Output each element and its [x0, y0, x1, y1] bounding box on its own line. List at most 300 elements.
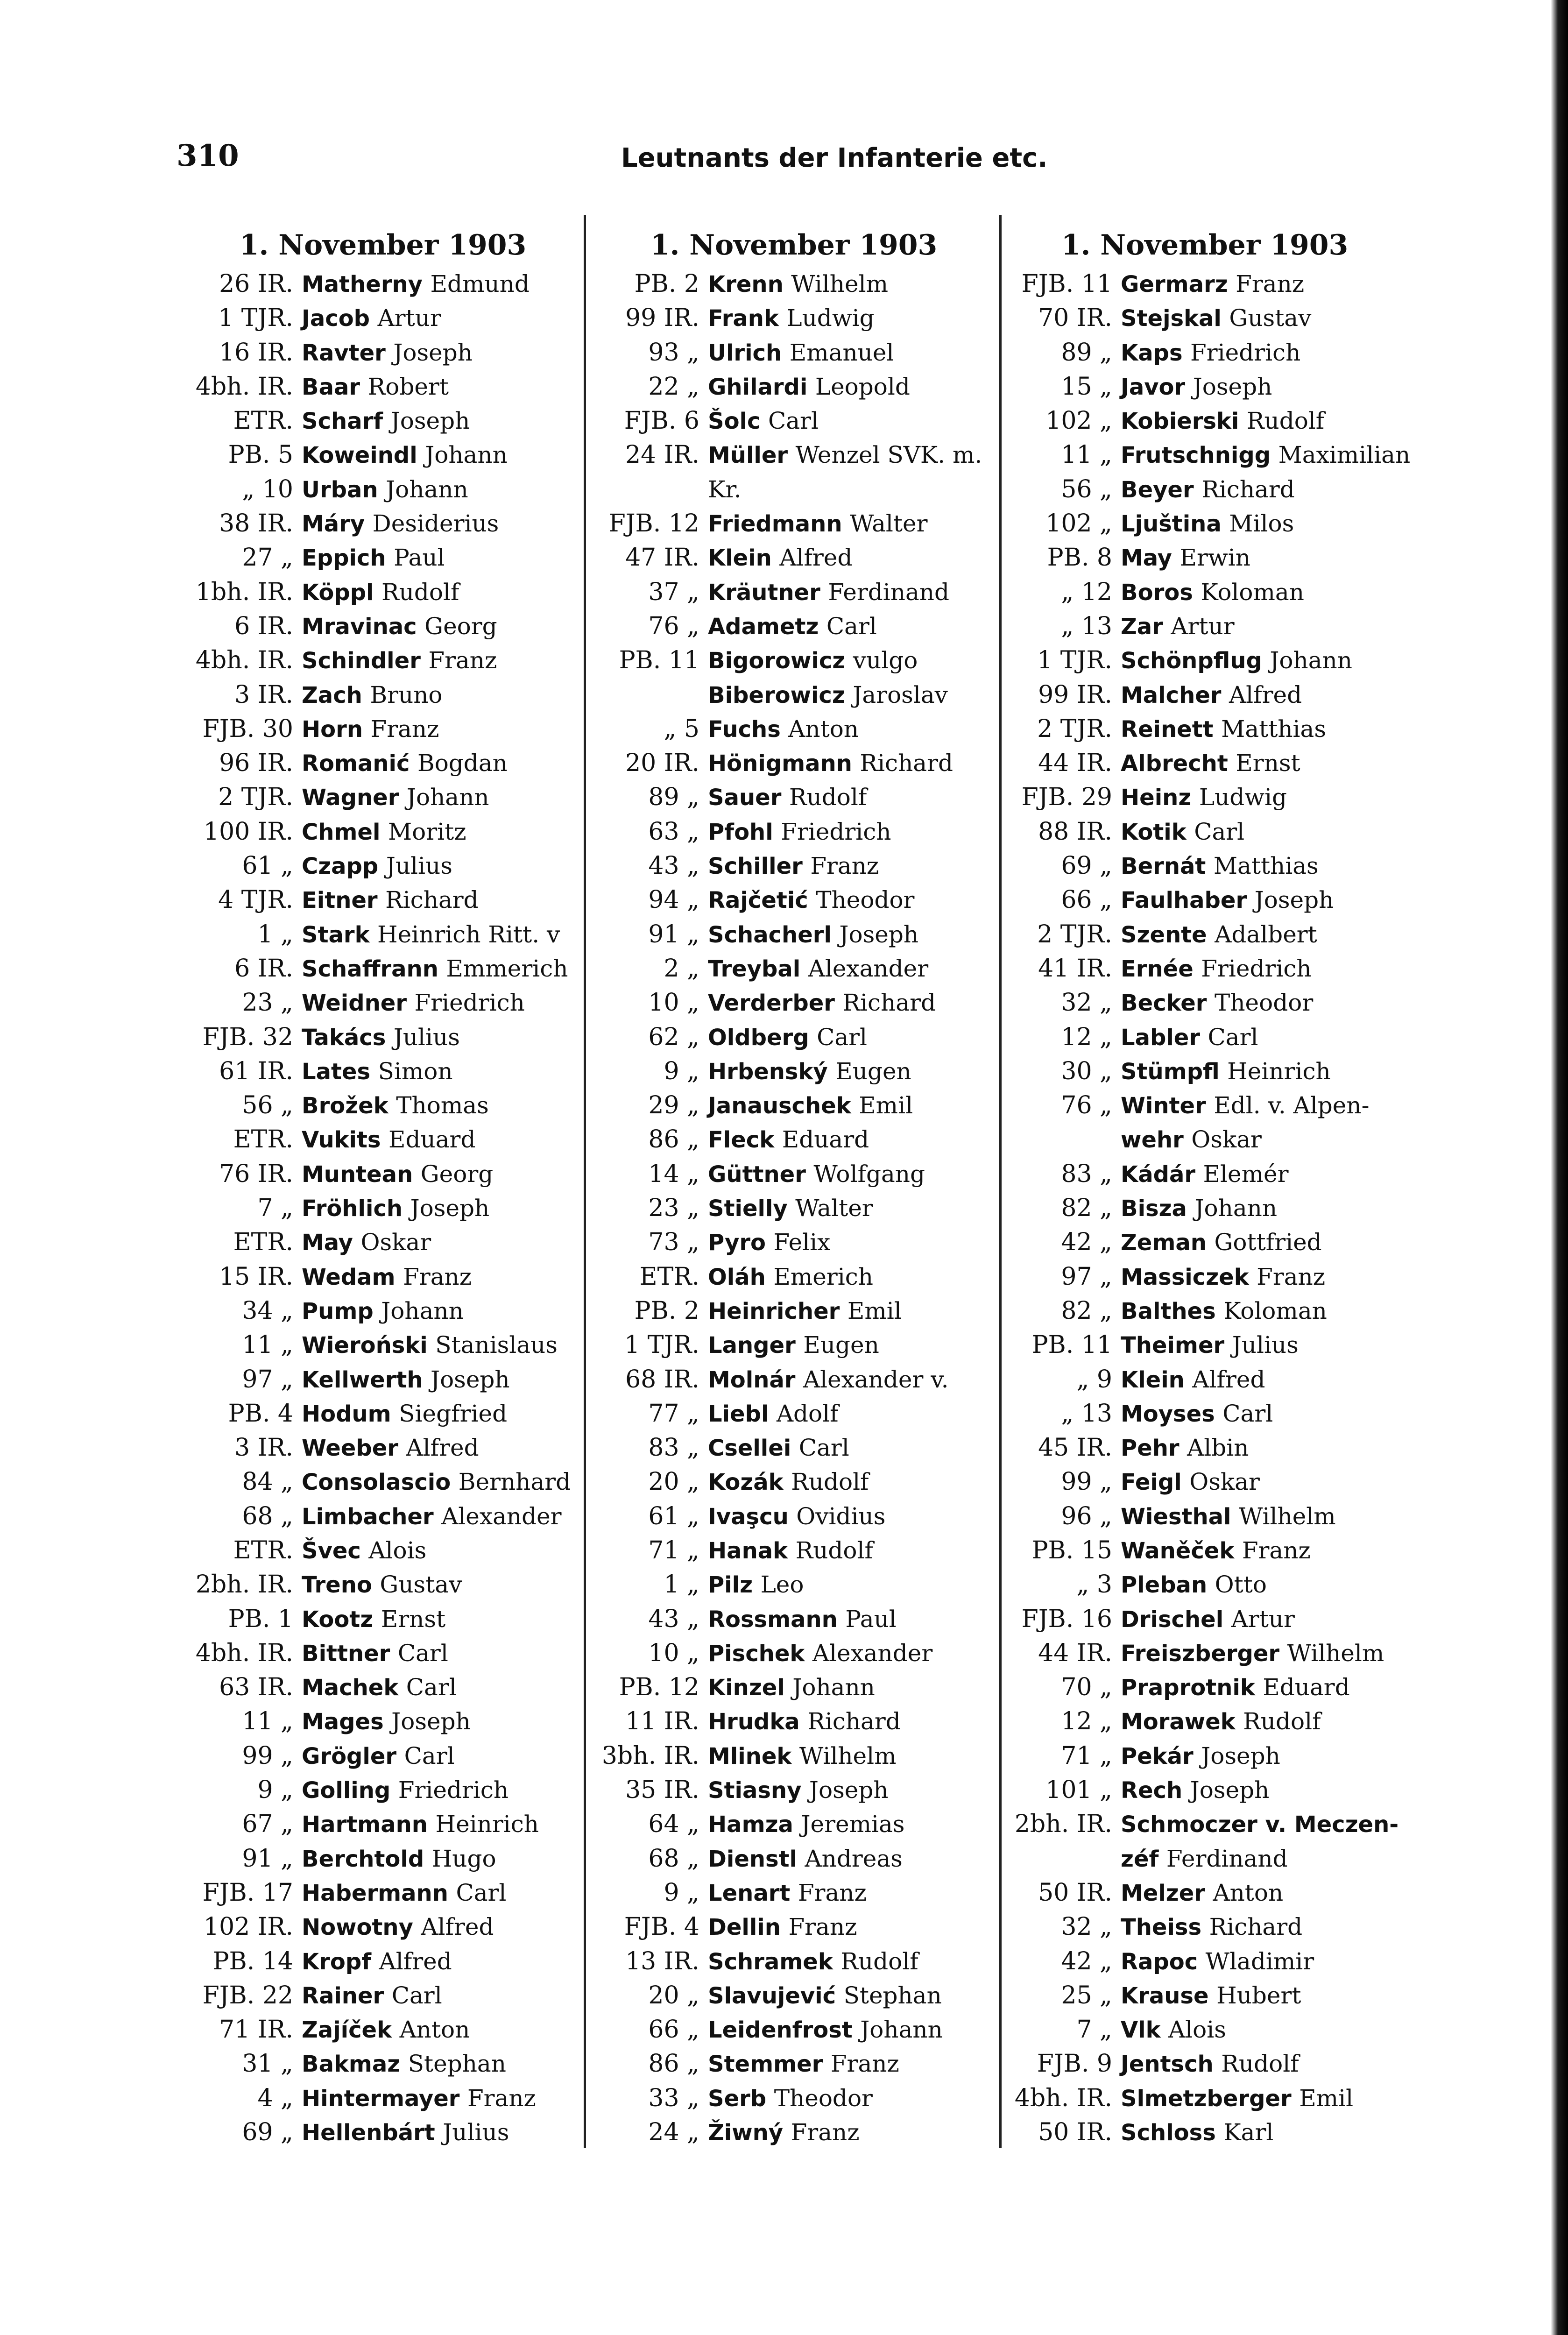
- list-item: [1004, 1465, 1406, 1499]
- given-name: Joseph: [1193, 373, 1272, 400]
- list-item: [187, 1089, 579, 1123]
- list-item: [1004, 2081, 1406, 2116]
- list-item: [187, 541, 579, 575]
- list-item: [593, 370, 995, 404]
- list-item: [187, 1568, 579, 1602]
- unit-reference: 20 „: [648, 1468, 699, 1496]
- officer-name: [302, 404, 470, 439]
- unit-reference: 1 „: [664, 1571, 699, 1599]
- list-item: [187, 1054, 579, 1089]
- given-name: Anton: [788, 715, 859, 743]
- given-name: Alexander: [808, 955, 929, 982]
- unit-reference: 68 „: [648, 1844, 699, 1873]
- officer-name: [1121, 1807, 1398, 1842]
- surname: May: [302, 1230, 353, 1256]
- officer-name: [708, 301, 875, 336]
- unit-reference: 97 „: [1061, 1262, 1112, 1291]
- list-item: [1004, 1397, 1406, 1431]
- given-name: Alfred: [1229, 681, 1302, 708]
- list-item: [593, 1089, 995, 1123]
- unit-reference: PB. 2: [634, 1296, 699, 1325]
- given-name: Oskar: [1191, 1126, 1262, 1153]
- given-name: Joseph: [1190, 1776, 1270, 1804]
- unit-reference: 102 „: [1045, 407, 1112, 435]
- surname: Bakmaz: [302, 2051, 401, 2078]
- list-item: [187, 1328, 579, 1362]
- unit-reference: 56 „: [1061, 475, 1112, 503]
- officer-name: [302, 883, 479, 918]
- unit-reference: 42 „: [1061, 1947, 1112, 1975]
- list-item: [187, 1500, 579, 1534]
- given-name: Theodor: [774, 2084, 873, 2112]
- list-item: [593, 1260, 995, 1294]
- unit-reference: 66 „: [648, 2016, 699, 2044]
- list-item: [593, 336, 995, 370]
- unit-reference: 43 „: [648, 1605, 699, 1633]
- unit-reference: 66 „: [1061, 886, 1112, 914]
- surname: Romanić: [302, 750, 410, 777]
- surname: Lenart: [708, 1880, 791, 1906]
- officer-name: [1121, 1054, 1331, 1089]
- officer-name: [1121, 1191, 1277, 1226]
- surname: Kádár: [1121, 1161, 1196, 1188]
- unit-reference: 91 „: [648, 920, 699, 948]
- unit-reference: 32 „: [1061, 1913, 1112, 1941]
- unit-reference: PB. 11: [1031, 1331, 1112, 1359]
- unit-reference: 83 „: [648, 1434, 699, 1462]
- surname: Theiss: [1121, 1914, 1202, 1941]
- list-item: [1004, 1842, 1406, 1876]
- list-item: [593, 712, 995, 746]
- surname: Bernát: [1121, 853, 1206, 880]
- list-item: [593, 1054, 995, 1089]
- given-name: Alois: [368, 1536, 427, 1564]
- given-name: Desiderius: [372, 510, 499, 538]
- officer-name: [302, 2081, 536, 2116]
- officer-name: [302, 1260, 472, 1295]
- list-item: [593, 883, 995, 917]
- given-name: Alfred: [406, 1434, 479, 1462]
- unit-reference: „ 3: [1076, 1571, 1112, 1599]
- surname: Köppl: [302, 579, 374, 606]
- officer-name: [302, 267, 530, 302]
- given-name: Georg: [424, 612, 497, 640]
- surname: Serb: [708, 2085, 767, 2112]
- unit-reference: 3bh. IR.: [601, 1741, 699, 1770]
- given-name: Stanislaus: [435, 1331, 558, 1359]
- given-name: Leopold: [815, 373, 910, 400]
- surname: Vukits: [302, 1127, 381, 1153]
- officer-name: [302, 473, 468, 507]
- officer-name: [302, 1225, 431, 1260]
- unit-reference: 24 „: [648, 2118, 699, 2147]
- given-name: Milos: [1229, 510, 1294, 538]
- given-name: Carl: [404, 1742, 455, 1769]
- list-item: [1004, 1294, 1406, 1328]
- surname: Pilz: [708, 1572, 753, 1599]
- list-item: [593, 2013, 995, 2047]
- given-name: Wilhelm: [1239, 1502, 1336, 1530]
- officer-name: [302, 1568, 462, 1602]
- list-item: [593, 267, 995, 301]
- surname: Ivaşcu: [708, 1503, 789, 1530]
- given-name: Albin: [1187, 1434, 1249, 1462]
- officer-name: [302, 1979, 442, 2013]
- list-item: [593, 438, 995, 472]
- officer-name: [1121, 541, 1250, 575]
- list-item: [1004, 1123, 1406, 1157]
- given-name: Joseph: [391, 1708, 471, 1735]
- surname: Szente: [1121, 921, 1207, 948]
- list-item: [1004, 1636, 1406, 1670]
- surname: Kinzel: [708, 1675, 785, 1701]
- list-item: [1004, 815, 1406, 849]
- unit-reference: 11 „: [242, 1331, 293, 1359]
- given-name: Carl: [1222, 1400, 1273, 1427]
- given-name: Edmund: [430, 270, 530, 297]
- surname: Schloss: [1121, 2120, 1216, 2146]
- list-item: [1004, 438, 1411, 472]
- surname: Janauschek: [708, 1093, 851, 1119]
- surname: Žiwný: [708, 2120, 784, 2146]
- given-name: Georg: [420, 1160, 494, 1188]
- officer-name: [1121, 507, 1294, 541]
- unit-reference: FJB. 11: [1021, 270, 1112, 298]
- surname: Reinett: [1121, 716, 1214, 743]
- unit-reference: 67 „: [242, 1810, 293, 1839]
- given-name: Alfred: [421, 1913, 494, 1941]
- officer-name: [708, 1636, 932, 1671]
- list-item: [187, 370, 579, 404]
- officer-name: [302, 1089, 489, 1123]
- given-name: Alfred: [1192, 1366, 1265, 1393]
- officer-name: [708, 1225, 830, 1260]
- surname: Pischek: [708, 1640, 805, 1667]
- officer-name: [1121, 609, 1235, 644]
- list-item: [593, 1157, 995, 1191]
- list-item: [1004, 1534, 1406, 1568]
- list-item: [593, 1500, 995, 1534]
- list-item: [1004, 473, 1406, 507]
- surname: Frank: [708, 305, 779, 332]
- officer-name: [302, 2047, 506, 2081]
- unit-reference: 63 IR.: [219, 1673, 293, 1702]
- surname: Praprotnik: [1121, 1675, 1255, 1701]
- given-name: Emanuel: [789, 339, 894, 366]
- list-item: [593, 1397, 995, 1431]
- list-item: [187, 404, 579, 438]
- surname: Limbacher: [302, 1503, 434, 1530]
- officer-name: [1121, 1020, 1258, 1055]
- officer-name: [302, 952, 568, 986]
- officer-name: [302, 609, 497, 644]
- given-name: Heinrich: [435, 1811, 539, 1838]
- unit-reference: 2bh. IR.: [195, 1571, 293, 1599]
- list-item: [1004, 849, 1406, 883]
- officer-name: [708, 2013, 943, 2047]
- surname: Schönpflug: [1121, 648, 1262, 674]
- given-name: Julius: [443, 2119, 509, 2146]
- given-name: Hugo: [431, 1845, 496, 1872]
- officer-name: [1121, 1602, 1295, 1637]
- officer-name: [302, 780, 489, 815]
- unit-reference: 6 IR.: [234, 954, 293, 983]
- list-item: [1004, 1773, 1406, 1807]
- surname: Krenn: [708, 271, 784, 297]
- officer-name: [708, 1602, 897, 1637]
- running-title: Leutnants der Infanterie etc.: [621, 143, 1048, 173]
- officer-name: [1121, 678, 1302, 713]
- given-name: Franz: [428, 647, 497, 674]
- officer-name: [302, 849, 452, 884]
- officer-name: [1121, 2081, 1353, 2116]
- given-name: Leo: [760, 1571, 804, 1599]
- unit-reference: 1 „: [257, 920, 293, 948]
- list-item: [187, 1465, 579, 1499]
- given-name: Franz: [1242, 1536, 1311, 1564]
- list-item: [1004, 267, 1406, 301]
- officer-name: [708, 1431, 849, 1465]
- officer-name: [708, 1534, 873, 1568]
- given-name: Richard: [842, 989, 936, 1017]
- given-name: Ovidius: [796, 1502, 886, 1530]
- officer-name: [708, 746, 953, 781]
- given-name: Alexander: [441, 1502, 562, 1530]
- officer-name: [302, 1842, 496, 1876]
- list-item: [593, 507, 995, 541]
- given-name: Artur: [1171, 612, 1235, 640]
- surname: Labler: [1121, 1024, 1201, 1051]
- surname: Zar: [1121, 613, 1163, 640]
- officer-name: [708, 1089, 913, 1123]
- list-item: [187, 952, 579, 986]
- unit-reference: 42 „: [1061, 1228, 1112, 1257]
- unit-reference: 68 „: [242, 1502, 293, 1530]
- officer-name: [1121, 1157, 1289, 1192]
- surname: Friedmann: [708, 511, 842, 538]
- given-name: Bruno: [370, 681, 443, 708]
- unit-reference: 13 IR.: [625, 1947, 699, 1975]
- unit-reference: 61 „: [648, 1502, 699, 1530]
- unit-reference: PB. 11: [619, 646, 699, 675]
- officer-name: [1121, 1089, 1369, 1123]
- list-item: [187, 1602, 579, 1636]
- surname: Langer: [708, 1332, 796, 1359]
- given-name: Carl: [826, 612, 877, 640]
- list-item: [187, 2081, 579, 2116]
- given-name: Artur: [377, 304, 441, 332]
- surname: Horn: [302, 716, 363, 743]
- officer-name: [708, 2047, 899, 2081]
- given-name: Gustav: [1229, 304, 1312, 332]
- unit-reference: 26 IR.: [219, 270, 293, 298]
- list-item: [187, 1773, 579, 1807]
- surname: Stemmer: [708, 2051, 823, 2078]
- surname: Wagner: [302, 785, 399, 811]
- list-item: [1004, 1328, 1406, 1362]
- unit-reference: 30 „: [1061, 1057, 1112, 1085]
- page-edge-shadow: [1551, 0, 1568, 2335]
- given-name: Johann: [425, 441, 508, 469]
- surname: Klein: [708, 545, 772, 572]
- surname: Weeber: [302, 1435, 398, 1462]
- column-heading: 1. November 1903: [650, 229, 938, 262]
- list-item: [593, 473, 995, 507]
- officer-name: [708, 1123, 869, 1157]
- given-name: Joseph: [390, 407, 470, 435]
- surname: Vlk: [1121, 2017, 1161, 2044]
- unit-reference: „ 10: [242, 475, 293, 503]
- surname: Eppich: [302, 545, 386, 572]
- officer-name: [708, 1945, 918, 1979]
- list-item: [1004, 1500, 1406, 1534]
- unit-reference: 11 IR.: [625, 1707, 699, 1736]
- officer-name: [1121, 1431, 1249, 1465]
- surname: Schramek: [708, 1948, 833, 1975]
- list-item: [1004, 1670, 1406, 1705]
- surname: Dienstl: [708, 1846, 797, 1872]
- list-item: [1004, 678, 1406, 712]
- surname: Becker: [1121, 990, 1207, 1017]
- officer-name: [1121, 746, 1300, 781]
- officer-name: [1121, 575, 1304, 610]
- unit-reference: ETR.: [233, 1536, 293, 1564]
- unit-reference: 63 „: [648, 817, 699, 846]
- officer-name: [708, 438, 982, 473]
- given-name: Joseph: [1201, 1742, 1280, 1769]
- list-item: [593, 952, 995, 986]
- unit-reference: 89 „: [648, 783, 699, 812]
- given-name: Rudolf: [381, 578, 459, 606]
- surname: Kellwerth: [302, 1366, 423, 1393]
- given-name: Elemér: [1203, 1160, 1289, 1188]
- list-item: [593, 1739, 995, 1773]
- list-item: [593, 1670, 995, 1705]
- unit-reference: 70 „: [1061, 1673, 1112, 1702]
- surname: Pekár: [1121, 1743, 1194, 1769]
- officer-name: [1121, 1910, 1302, 1945]
- list-item: [187, 267, 579, 301]
- given-name: Koloman: [1223, 1297, 1327, 1324]
- surname: Brožek: [302, 1093, 388, 1119]
- unit-reference: 23 „: [648, 1194, 699, 1223]
- list-item: [1004, 883, 1406, 917]
- unit-reference: 4bh. IR.: [195, 372, 293, 401]
- unit-reference: FJB. 17: [202, 1878, 293, 1907]
- list-item: [187, 1979, 579, 2013]
- list-item: [187, 918, 579, 952]
- officer-name: [1121, 1363, 1265, 1397]
- officer-name: [302, 1739, 455, 1774]
- given-name: Carl: [798, 1434, 849, 1462]
- given-name: Rudolf: [1221, 2050, 1299, 2078]
- unit-reference: 24 IR.: [625, 441, 699, 469]
- column-divider: [584, 215, 586, 2148]
- surname: Rainer: [302, 1982, 384, 2009]
- given-name: Alois: [1168, 2016, 1226, 2044]
- given-name: Ernst: [1236, 750, 1300, 777]
- officer-name: [1121, 952, 1312, 986]
- surname: Albrecht: [1121, 750, 1228, 777]
- officer-name: [708, 952, 928, 986]
- surname: Šolc: [708, 408, 761, 435]
- officer-name: [1121, 438, 1410, 473]
- unit-reference: 9 „: [257, 1776, 293, 1804]
- officer-name: [302, 1602, 445, 1637]
- unit-reference: 16 IR.: [219, 338, 293, 367]
- officer-name: [1121, 1328, 1299, 1363]
- officer-name: [1121, 1568, 1267, 1602]
- surname: Zajíček: [302, 2017, 392, 2044]
- unit-reference: FJB. 6: [624, 407, 699, 435]
- unit-reference: 10 „: [648, 989, 699, 1017]
- unit-reference: 4bh. IR.: [195, 1639, 293, 1667]
- surname: Güttner: [708, 1161, 806, 1188]
- list-item: [593, 1910, 995, 1944]
- officer-name: [1121, 1773, 1269, 1808]
- officer-name: [302, 301, 441, 336]
- surname: Stielly: [708, 1196, 788, 1222]
- given-name: Wenzel SVK. m.: [795, 441, 982, 469]
- given-name: Emerich: [773, 1263, 873, 1290]
- given-name: Friedrich: [398, 1776, 509, 1804]
- officer-name: [708, 1465, 869, 1500]
- unit-reference: 71 „: [648, 1536, 699, 1564]
- column-heading: 1. November 1903: [239, 229, 527, 262]
- given-name: Stephan: [843, 1981, 942, 2009]
- given-name: Oskar: [1189, 1468, 1260, 1496]
- surname: Jacob: [302, 305, 370, 332]
- list-item: [187, 1123, 579, 1157]
- unit-reference: 37 „: [648, 578, 699, 606]
- list-item: [1004, 1910, 1406, 1944]
- surname: Melzer: [1121, 1880, 1205, 1906]
- list-item: [1004, 1191, 1406, 1225]
- given-name: Richard: [1209, 1913, 1303, 1941]
- surname: Slavujević: [708, 1982, 836, 2009]
- given-name: Friedrich: [1201, 955, 1312, 982]
- surname: Koweindl: [302, 442, 417, 469]
- unit-reference: „ 12: [1061, 578, 1112, 606]
- officer-name: [302, 336, 473, 370]
- unit-reference: 99 „: [1061, 1468, 1112, 1496]
- list-item: [187, 1020, 579, 1054]
- surname: Rajčetić: [708, 887, 808, 914]
- given-name: Franz: [403, 1263, 472, 1290]
- list-item: [187, 1157, 579, 1191]
- given-name: Eugen: [803, 1331, 879, 1359]
- surname: May: [1121, 545, 1172, 572]
- unit-reference: 29 „: [648, 1091, 699, 1120]
- officer-name: [1121, 883, 1334, 918]
- surname: Máry: [302, 511, 365, 538]
- unit-reference: 38 IR.: [219, 509, 293, 538]
- list-item: [187, 2013, 579, 2047]
- officer-name: [302, 644, 497, 678]
- officer-name: [302, 370, 449, 404]
- given-name: Julius: [386, 852, 452, 880]
- page-number: 310: [177, 138, 239, 173]
- unit-reference: „ 5: [664, 715, 699, 743]
- list-item: [593, 2047, 995, 2081]
- list-item: [593, 986, 995, 1020]
- given-name: Carl: [768, 407, 819, 435]
- list-item: [1004, 1876, 1406, 1910]
- surname: Freiszberger: [1121, 1640, 1280, 1667]
- given-name: Franz: [810, 852, 879, 880]
- surname: Zeman: [1121, 1230, 1207, 1256]
- officer-name: [1121, 1979, 1301, 2013]
